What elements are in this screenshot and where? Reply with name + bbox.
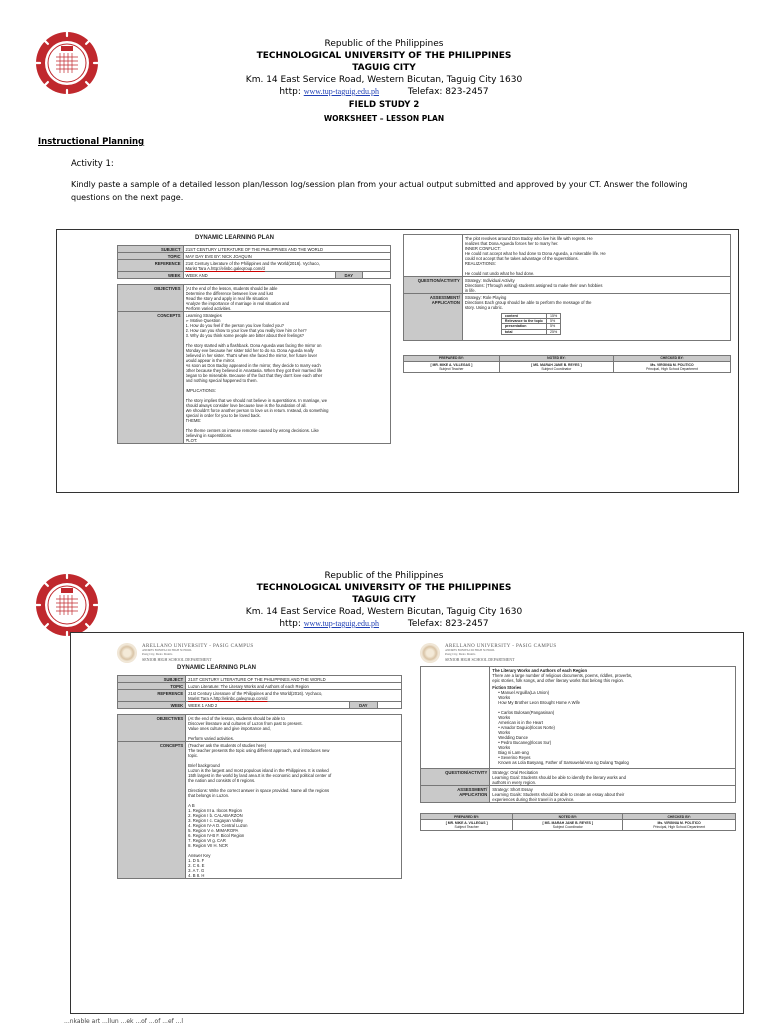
plan1-left-panel — [117, 234, 391, 486]
concept-line: 5. Region V e. MIMAROPA — [188, 827, 239, 833]
concept-line: 15th largest in the world by land area.It is the economic and political center of — [188, 772, 332, 778]
document-page-2 — [0, 540, 768, 1024]
lesson-plan-screenshot-1 — [56, 229, 739, 493]
objective-line: (At the end of the lesson, students should be able — [185, 285, 278, 291]
activity-line: authors in every region. — [492, 779, 537, 785]
plan2-right-panel — [420, 643, 736, 1007]
concept-line: The teacher presents the topic using different approach, and introduces new — [188, 747, 330, 753]
concept-line: ➢ Motive Question — [185, 317, 221, 323]
objective-line: Value ones culture and give importance and, — [188, 725, 271, 731]
author-line: Wedding Dance — [498, 734, 529, 740]
plot-line: He could not accept what he had done to Dona Agueda, a miserable life. He — [464, 250, 606, 256]
objective-line: Analyze the importance of marriage in real situation and — [185, 300, 290, 306]
rubric-row: Relevance to the topic 5% — [501, 318, 560, 323]
concept-line: Directions: Write the correct answer in space provided. Name all the regions — [188, 787, 330, 793]
plan1-right-panel — [403, 234, 731, 486]
concept-line: Luzon is the largest and most populous island in the Philippines. It is ranked — [188, 767, 329, 773]
intro-line: epic stories, folk songs, and other literary works that belong this region. — [492, 677, 625, 683]
concept-line: PLOT: — [185, 437, 198, 443]
plan1-right-table: The plot revolves around Don Badoy who live his life with regrets. He realizes that Dona Agueda forces her to marry her. INNER CONFLICT: He could not accept what he had done to Dona Agueda, a miserable life. He could not accept that he takes advantage of the superstitions. REALIZATIONS: He could not undo what he had done. QUESTION/ACTIVITY Strategy: Individual Activity Directions: (Through writing) students assigned to make their own hobbies in life. ASSESSMENT/ APPLICATION Strategy: Role Playing Directions Each group should be able to perform the message of the story. Using a rubric. content 15% Relevance to the topic 5% presentation 5% total 25% — [403, 234, 731, 341]
plan2-title: DYNAMIC LEARNING PLAN — [177, 665, 256, 671]
plan2-body-table: OBJECTIVES (At the end of the lesson, students should be able to Discover literature and cultures of Luzon from past to present. Value ones culture and give importance and, Perform varied activities. CONCEPTS (Teacher ask the students of studies here) The teacher presents the topic using different approach, and introduces new topic. Brief background Luzon is the largest and most populous island in the Philippines. It is ranked 15th largest in the world by land area.It is the economic and political center of the nation and consists of 8 regions. Directions: Write the correct answer in space provided. Name all the regions that belongs in Luzon. A B 1. Region III a. Ilocos Region 2. Region I b. CALABARZON 3. Region I c. Cagayan Valley 4. Region IV-A D. Central Luzon 5. Region V e. MIMAROPA 6. Region IV-B F. Bicol Region 7. Region VI g. CAR 8. Region VII H. NCR Answer Key 1. D 5. F 2. C 6. E 3. A 7. G 4. B 8. H — [117, 714, 402, 879]
plan2-left-panel — [117, 643, 402, 1007]
activity-label: Activity 1: — [71, 159, 114, 169]
assessment-line: experiences during their travel in a province. — [492, 796, 575, 802]
telefax: Telefax: 823-2457 — [407, 87, 489, 97]
plan1-rubric — [501, 313, 561, 336]
lesson-plan-screenshot-2 — [70, 632, 744, 1014]
concept-line: 1. Region III a. Ilocos Region — [188, 807, 242, 813]
instruction-line-2: questions on the next page. — [71, 193, 184, 202]
activity-line: Learning Goal: Students should be able to identify the literary works and — [492, 774, 626, 780]
letterhead-country: Republic of the Philippines — [324, 39, 444, 49]
author-line: • Amador Daguio(Ilocos Norte) — [498, 724, 555, 730]
http-label: http: — [279, 87, 301, 97]
author-line: Biag ni Lam-ang — [498, 749, 529, 755]
author-line: • Pedro Bucaneg(Ilocos Sur) — [498, 739, 552, 745]
plan2-assessment — [490, 786, 736, 803]
concept-line: 2. Region I b. CALABARZON — [188, 812, 243, 818]
letterhead-city: TAGUIG CITY — [352, 63, 416, 73]
author-line: • Carlos Bulosan(Pangasinan) — [498, 709, 555, 715]
plan2-right-table: The Literary Works and Authors of each Region There are a large number of religious documents, poems, riddles, proverbs, epic stories, folk songs, and other literary works that belong this region. Fiction Stories • Manuel Arguilla(La Union) Works How My Brother Leon Brought Home A Wife • Carlos Bulosan(Pangasinan) Works American is in the Heart • Amador Daguio(Ilocos Norte) Works Wedding Dance • Pedro Bucaneg(Ilocos Sur) Works Biag ni Lam-ang • Severino Reyes Known as Lola Basyang, Father of Sarsuwela/Ama ng Dulang Tagalog QUESTION/ACTIVITY Strategy: Oral Recitation Learning Goal: Students should be able to identify the literary works and authors in every region. ASSESSMENT/ APPLICATION Strategy: Short Essay Learning Goals: Students should be able to create an essay about their experiences during their travel in a province. — [420, 666, 736, 803]
concept-line: We shouldn't force another person to love us in return. Instead, do something — [185, 407, 329, 413]
concept-line: would appear in the mirror. — [185, 357, 236, 363]
concept-line: (Teacher ask the students of studies here) — [188, 742, 267, 748]
concept-line: The story implies that we should not believe in superstitions. In marriage, we — [185, 397, 328, 403]
objective-line: Perform varied activities. — [188, 735, 234, 741]
plan1-plot-text — [462, 235, 730, 277]
arellano-header-left: ARELLANO UNIVERSITY - PASIG CAMPUS ANDRES BONIFACIO HIGH SCHOOL Pasig City, Metro Manila SENIOR HIGH SCHOOL DEPARTMENT — [117, 643, 402, 663]
plan1-header-table: SUBJECT 21ST CENTURY LITERATURE OF THE PHILIPPINES AND THE WORLD TOPIC MAY DAY EVE BY: NICK JOAQUIN REFERENCE 21st Century Literature of the Philippines and the World(2016). Vychaco, Marist Tara A.http://elinbc.galeqroup.com/d WEEK WEEK AND DAY — [117, 245, 391, 279]
concept-line: IMPLICATIONS: — [185, 387, 216, 393]
plan1-concepts — [183, 312, 390, 444]
worksheet-title: WORKSHEET – LESSON PLAN — [323, 114, 445, 123]
letterhead-contact — [0, 86, 768, 98]
author-line: Works — [498, 744, 511, 750]
author-line: • Manuel Arguilla(La Union) — [498, 689, 550, 695]
concept-line: should always consider love because love is the foundation of all. — [185, 402, 307, 408]
assessment-line: Strategy: Role Playing — [464, 294, 507, 300]
concept-line: Answer Key — [188, 852, 211, 858]
field-study-title: FIELD STUDY 2 — [348, 100, 420, 110]
activity-line: Directions: (Through writing) students assigned to make their own hobbies — [464, 282, 603, 288]
author-line: Known as Lola Basyang, Father of Sarsuwela/Ama ng Dulang Tagalog — [498, 759, 629, 765]
section-heading: Instructional Planning — [38, 137, 145, 147]
plan2-literary-works: The Literary Works and Authors of each Region There are a large number of religious documents, poems, riddles, proverbs, epic stories, folk songs, and other literary works that belong this region. Fiction Stories • Manuel Arguilla(La Union) Works How My Brother Leon Brought Home A Wife • Carlos Bulosan(Pangasinan) Works American is in the Heart • Amador Daguio(Ilocos Norte) Works Wedding Dance • Pedro Bucaneg(Ilocos Sur) Works Biag ni Lam-ang • Severino Reyes Known as Lola Basyang, Father of Sarsuwela/Ama ng Dulang Tagalog — [490, 667, 736, 769]
concept-line: 4. B 8. H — [188, 872, 205, 878]
letterhead-address: Km. 14 East Service Road, Western Bicutan, Taguig City 1630 — [245, 75, 523, 85]
website-link[interactable]: www.tup-taguig.edu.ph — [303, 619, 379, 628]
author-line: • Severino Reyes — [498, 754, 531, 760]
concept-line: 3. Region I c. Cagayan Valley — [188, 817, 244, 823]
concept-line: topic. — [188, 752, 199, 758]
plan2-question-activity — [490, 769, 736, 786]
concept-line: 8. Region VII H. NCR — [188, 842, 228, 848]
plot-line: could not accept that he takes advantage of the superstitions. — [464, 255, 579, 261]
plot-line: The plot revolves around Don Badoy who live his life with regrets. He — [464, 235, 593, 241]
cut-off-footer-text: ...nkable art ...llun ...ek ...of ...of ...ef ...l — [64, 1018, 184, 1025]
concept-line: special in order for you to be loved back. — [185, 412, 261, 418]
concept-line: 6. Region IV-B F. Bicol Region — [188, 832, 245, 838]
concept-line: believed in her sister. That's when she faced the mirror, her future lover — [185, 352, 318, 358]
plan1-reference: 21st Century Literature of the Philippines and the World(2016). Vychaco, Marist Tara A.http://elinbc.galeqroup.com/d — [183, 260, 390, 272]
plot-line: realizes that Dona Agueda forces her to marry her. — [464, 240, 559, 246]
objective-line: Perform varied activities. — [185, 305, 232, 311]
concept-line: 1. D 5. F — [188, 857, 205, 863]
concept-line: Learning Strategies — [185, 312, 222, 318]
concept-line: the nation and consists of 8 regions. — [188, 777, 256, 783]
document-page-1 — [0, 0, 768, 510]
plot-line: INNER CONFLICT: — [464, 245, 501, 251]
concept-line: 2. C 6. E — [188, 862, 205, 868]
intro-line: There are a large number of religious documents, poems, riddles, proverbs, — [492, 672, 633, 678]
plan2-signatures: PREPARED BY: NOTED BY: CHECKED BY: [ MR. MIKE A. VILLEGAS ] Subject Teacher [ MS. MARAH JANE B. REYES ] Subject Coordinator Ms. VIRGINIA M. POLITICO Principal, High School Department — [420, 813, 736, 831]
plan1-title: DYNAMIC LEARNING PLAN — [195, 235, 274, 241]
plan1-week: WEEK AND — [183, 272, 335, 279]
author-line: Works — [498, 729, 511, 735]
plan2-header-table: SUBJECT 21ST CENTURY LITERATURE OF THE PHILIPPINES AND THE WORLD TOPIC Luzon Literature: The Literary Works and Authors of each Region REFERENCE 21st Century Literature of the Philippines and the World(2016). Vychaco, Marist Tara A.http://elinbc.galeqroup.com/d WEEK WEEK 1 AND 2 DAY — [117, 675, 402, 709]
plan1-signatures: PREPARED BY: NOTED BY: CHECKED BY: [ MR. MIKE A. VILLEGAS ] Subject Teacher [ MS. MARAH JANE B. REYES ] Subject Coordinator Ms. VIRGINIA M. POLITICO Principal, High School Department — [403, 355, 731, 373]
activity-line: Strategy: Individual Activity — [464, 277, 515, 283]
objective-line: Read the story and apply in real life situation — [185, 295, 268, 301]
concept-line: began to be miserable. Because of the fact that they don't love each other — [185, 372, 323, 378]
author-line: Works — [498, 694, 511, 700]
assessment-line: story. Using a rubric. — [464, 304, 503, 310]
concept-line: 3. A 7. G — [188, 867, 205, 873]
plot-line: REALIZATIONS: — [464, 260, 496, 266]
letterhead-2: Republic of the Philippines TECHNOLOGICAL UNIVERSITY OF THE PHILIPPINES TAGUIG CITY Km. 14 East Service Road, Western Bicutan, Taguig City 1630 http: www.tup-taguig.edu.ph Telefax: 823-2457 — [245, 571, 523, 629]
author-line: How My Brother Leon Brought Home A Wife — [498, 699, 580, 705]
website-link[interactable]: www.tup-taguig.edu.ph — [303, 87, 379, 96]
concept-line: Brief background — [188, 762, 220, 768]
concept-line: THEME: — [185, 417, 202, 423]
concept-line: As soon as Don Badoy appeared in the mirror, they decide to marry each — [185, 362, 321, 368]
concept-line: and nothing special happened to them. — [185, 377, 258, 383]
plan2-concepts — [186, 742, 402, 879]
concept-line: The story started with a flashback. Dona Agueda was facing the mirror on — [185, 342, 322, 348]
concept-line: Monday eve because her sister told her to do so. Dona Agueda really — [185, 347, 314, 353]
assessment-line: Directions Each group should be able to perform the message of the — [464, 299, 592, 305]
instruction-line-1: Kindly paste a sample of a detailed lesson plan/lesson log/session plan from your actual output submitted and approved by your CT. Answer the following — [71, 180, 688, 189]
concept-line: 2. How can you show to your love that you really love him or her? — [185, 327, 307, 333]
rubric-row: presentation 5% — [501, 324, 560, 329]
concept-line: 1. How do you feel if the person you love fooled you? — [185, 322, 284, 328]
arellano-header-right: ARELLANO UNIVERSITY - PASIG CAMPUS ANDRES BONIFACIO HIGH SCHOOL Pasig City, Metro Manila SENIOR HIGH SCHOOL DEPARTMENT — [420, 643, 736, 663]
plot-line: He could not undo what he had done. — [464, 270, 535, 276]
activity-line: Strategy: Oral Recitation — [492, 769, 538, 775]
objective-line: Discover literature and cultures of Luzon from past to present. — [188, 720, 303, 726]
letterhead-university: TECHNOLOGICAL UNIVERSITY OF THE PHILIPPINES — [256, 51, 512, 61]
plan1-objectives — [183, 285, 390, 312]
concept-line: 4. Region IV-A D. Central Luzon — [188, 822, 248, 828]
assessment-line: Strategy: Short Essay — [492, 786, 533, 792]
plan1-body-table: OBJECTIVES (At the end of the lesson, students should be able Determine the difference between love and lust Read the story and apply in real life situation Analyze the importance of marriage in real situation and Perform varied activities. CONCEPTS Learning Strategies ➢ Motive Question 1. How do you feel if the person you love fooled you? 2. How can you show to your love that you really love him or her? 3. Why do you think some people are bitter about their feelings? The story started with a flashback. Dona Agueda was facing the mirror on Monday eve because her sister told her to do so. Dona Agueda really believed in her sister. That's when she faced the mirror, her future lover would appear in the mirror. As soon as Don Badoy appeared in the mirror, they decide to marry each other because they believed in Anastasia. When they got their married life began to be miserable. Because of the fact that they don't love each other and nothing special happened to them. IMPLICATIONS: The story implies that we should not believe in superstitions. In marriage, we should always consider love because love is the foundation of all. We shouldn't force another person to love us in return. Instead, do something special in order for you to be loved back. THEME: The theme centers on intense remorse caused by wrong decisions. Like believing in superstitions. PLOT: — [117, 284, 391, 444]
letterhead — [0, 38, 768, 98]
concept-line: that belongs in Luzon. — [188, 792, 230, 798]
plan1-topic: MAY DAY EVE BY: NICK JOAQUIN — [183, 253, 390, 260]
plan1-question-activity — [462, 277, 730, 294]
concept-line: other because they believed in Anastasia. When they got their married life — [185, 367, 323, 373]
concept-line: A B — [188, 802, 195, 808]
objective-line: (At the end of the lesson, students should be able to — [188, 715, 285, 721]
plan1-subject: 21ST CENTURY LITERATURE OF THE PHILIPPINES AND THE WORLD — [183, 246, 390, 253]
arellano-seal — [117, 643, 137, 663]
objective-line: Determine the difference between love and lust — [185, 290, 273, 296]
concept-line: believing in superstitions. — [185, 432, 233, 438]
rubric-row: content 15% — [501, 313, 560, 318]
assessment-line: Learning Goals: Students should be able to create an essay about their — [492, 791, 625, 797]
concept-line: The theme centers on intense remorse caused by wrong decisions. Like — [185, 427, 319, 433]
concept-line: 3. Why do you think some people are bitter about their feelings? — [185, 332, 304, 338]
concept-line: 7. Region VI g. CAR — [188, 837, 226, 843]
author-line: Works — [498, 714, 511, 720]
rubric-row: total 25% — [501, 329, 560, 334]
plan1-assessment — [462, 294, 730, 341]
plan2-objectives — [186, 715, 402, 742]
activity-line: in life. — [464, 287, 476, 293]
author-line: American is in the Heart — [498, 719, 543, 725]
